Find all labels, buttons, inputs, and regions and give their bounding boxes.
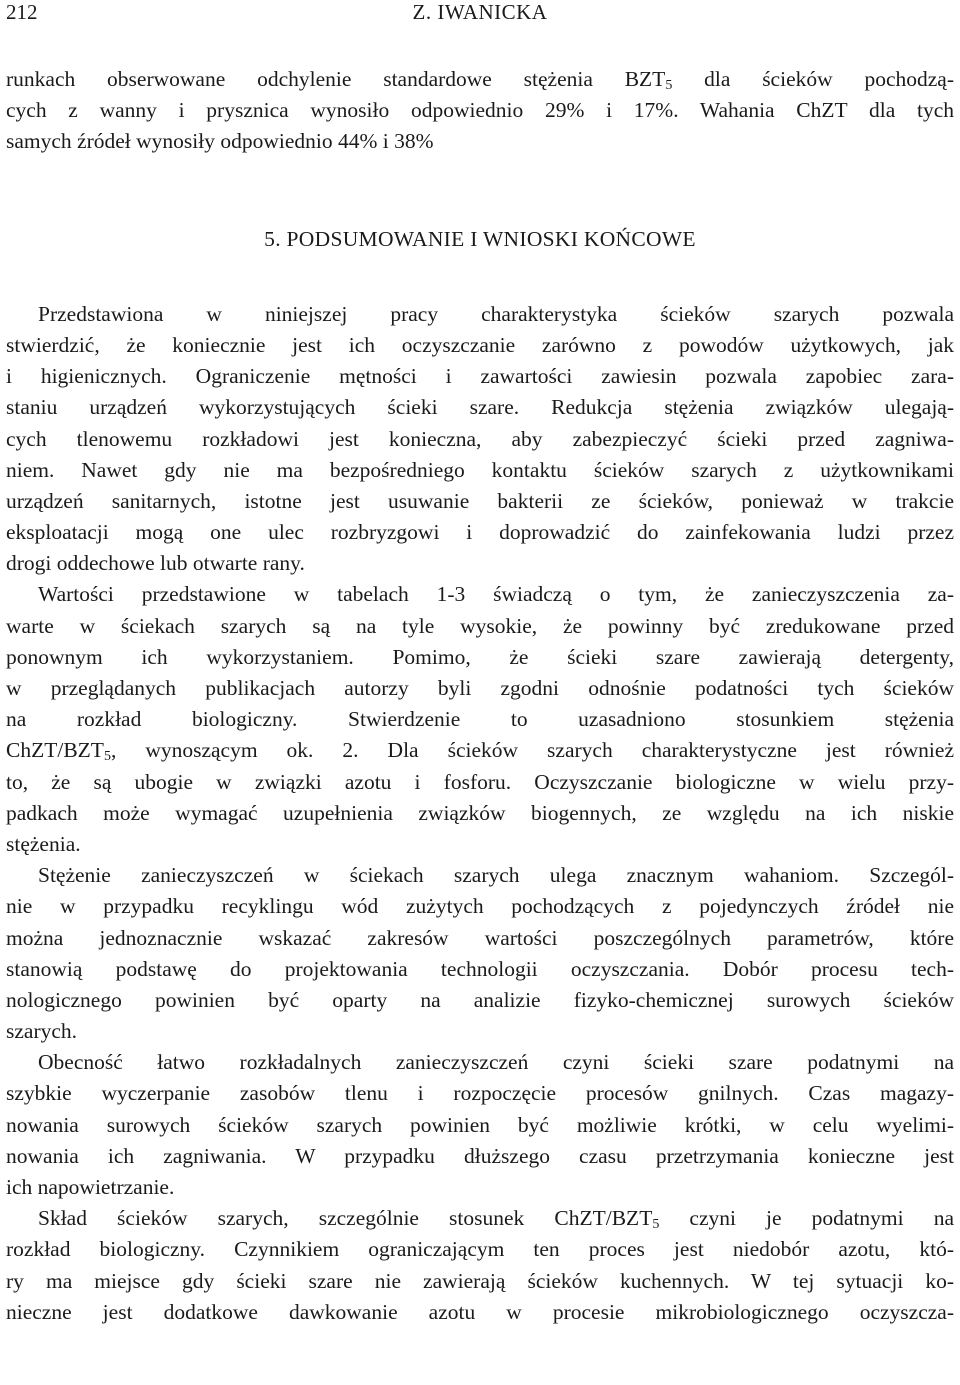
text-line: i higienicznych. Ograniczenie mętności i zawartości zawiesin pozwala zapobiec zara-: [6, 364, 954, 389]
text-line: nowania ich zagniwania. W przypadku dłuższego czasu przetrzymania konieczne jest: [6, 1143, 954, 1168]
text-line: drogi oddechowe lub otwarte rany.: [6, 551, 305, 576]
text-line: w przeglądanych publikacjach autorzy byli zgodni odnośnie podatności tych ścieków: [6, 676, 954, 700]
text-line: runkach obserwowane odchylenie standardowe stężenia $BZT_5$ dla ścieków pochodzą-: [6, 67, 954, 93]
text-line: ich napowietrzanie.: [6, 1175, 175, 1199]
text-line: ry ma miejsce gdy ścieki szare nie zawierają ścieków kuchennych. W tej sytuacji ko-: [6, 1268, 954, 1293]
text-line: stężenia.: [6, 831, 81, 856]
text-line: samych źródeł wynosiły odpowiednio 44% i 38%: [6, 129, 434, 154]
paragraph-3: [6, 860, 954, 1047]
text-line: Przedstawiona w niniejszej pracy charakterystyka ścieków szarych pozwala: [38, 301, 954, 326]
text-line: Stężenie zanieczyszczeń w ściekach szarych ulega znacznym wahaniom. Szczegól-: [38, 863, 954, 888]
page-body: [6, 64, 954, 1328]
text-line: Wartości przedstawione w tabelach 1-3 świadczą o tym, że zanieczyszczenia za-: [38, 582, 954, 607]
text-line: można jednoznacznie wskazać zakresów wartości poszczególnych parametrów, które: [6, 925, 954, 950]
section-heading: 5. PODSUMOWANIE I WNIOSKI KOŃCOWE: [264, 226, 696, 251]
text-line: nie w przypadku recyklingu wód zużytych pochodzących z pojedynczych źródeł nie: [6, 894, 954, 919]
text-line: eksploatacji mogą one ulec rozbryzgowi i doprowadzić do zainfekowania ludzi przez: [6, 520, 954, 545]
intro-paragraph: [6, 64, 954, 158]
text-line: rozkład biologiczny. Czynnikiem ograniczającym ten proces jest niedobór azotu, któ-: [6, 1237, 954, 1262]
text-line: staniu urządzeń wykorzystujących ścieki szare. Redukcja stężenia związków ulegają-: [6, 395, 954, 420]
page-number: 212: [6, 0, 38, 24]
running-head: Z. IWANICKA: [412, 0, 548, 24]
paragraph-2: [6, 579, 954, 860]
text-line: stwierdzić, że koniecznie jest ich oczyszczanie zarówno z powodów użytkowych, jak: [6, 332, 954, 357]
text-line: warte w ściekach szarych są na tyle wysokie, że powinny być zredukowane przed: [6, 613, 954, 638]
text-line: Skład ścieków szarych, szczególnie stosunek ChZT/$BZT_5$ czyni je podatnymi na: [38, 1206, 954, 1233]
paragraph-1: [6, 299, 954, 580]
text-line: szybkie wyczerpanie zasobów tlenu i rozpoczęcie procesów gnilnych. Czas magazy-: [6, 1081, 954, 1106]
text-line: cych z wanny i prysznica wynosiło odpowiednio 29% i 17%. Wahania ChZT dla tych: [6, 98, 954, 123]
text-line: niem. Nawet gdy nie ma bezpośredniego kontaktu ścieków szarych z użytkownikami: [6, 457, 954, 482]
text-line: urządzeń sanitarnych, istotne jest usuwanie bakterii ze ścieków, ponieważ w trakcie: [6, 488, 954, 513]
text-line: ponownym ich wykorzystaniem. Pomimo, że ścieki szare zawierają detergenty,: [6, 644, 954, 669]
text-line: stanowią podstawę do projektowania technologii oczyszczania. Dobór procesu tech-: [6, 956, 954, 981]
text-line: Obecność łatwo rozkładalnych zanieczyszczeń czyni ścieki szare podatnymi na: [38, 1050, 954, 1075]
text-line: padkach może wymagać uzupełnienia związków biogennych, ze względu na ich niskie: [6, 800, 954, 825]
text-line: cych tlenowemu rozkładowi jest konieczna, aby zabezpieczyć ścieki przed zagniwa-: [6, 426, 954, 451]
page-header: [6, 0, 954, 24]
text-line: na rozkład biologiczny. Stwierdzenie to uzasadniono stosunkiem stężenia: [6, 707, 954, 732]
text-line: nowania surowych ścieków szarych powinien być możliwie krótki, w celu wyelimi-: [6, 1112, 954, 1137]
text-line: ChZT/$BZT_5$, wynoszącym ok. 2. Dla ścieków szarych charakterystyczne jest również: [6, 738, 954, 765]
text-line: nologicznego powinien być oparty na analizie fizyko-chemicznej surowych ścieków: [6, 987, 954, 1012]
text-line: to, że są ubogie w związki azotu i fosforu. Oczyszczanie biologiczne w wielu przy-: [6, 769, 954, 794]
paragraph-4: [6, 1047, 954, 1203]
paragraph-5: [6, 1203, 954, 1328]
text-line: szarych.: [6, 1019, 78, 1044]
text-line: nieczne jest dodatkowe dawkowanie azotu w procesie mikrobiologicznego oczyszcza-: [6, 1299, 954, 1324]
